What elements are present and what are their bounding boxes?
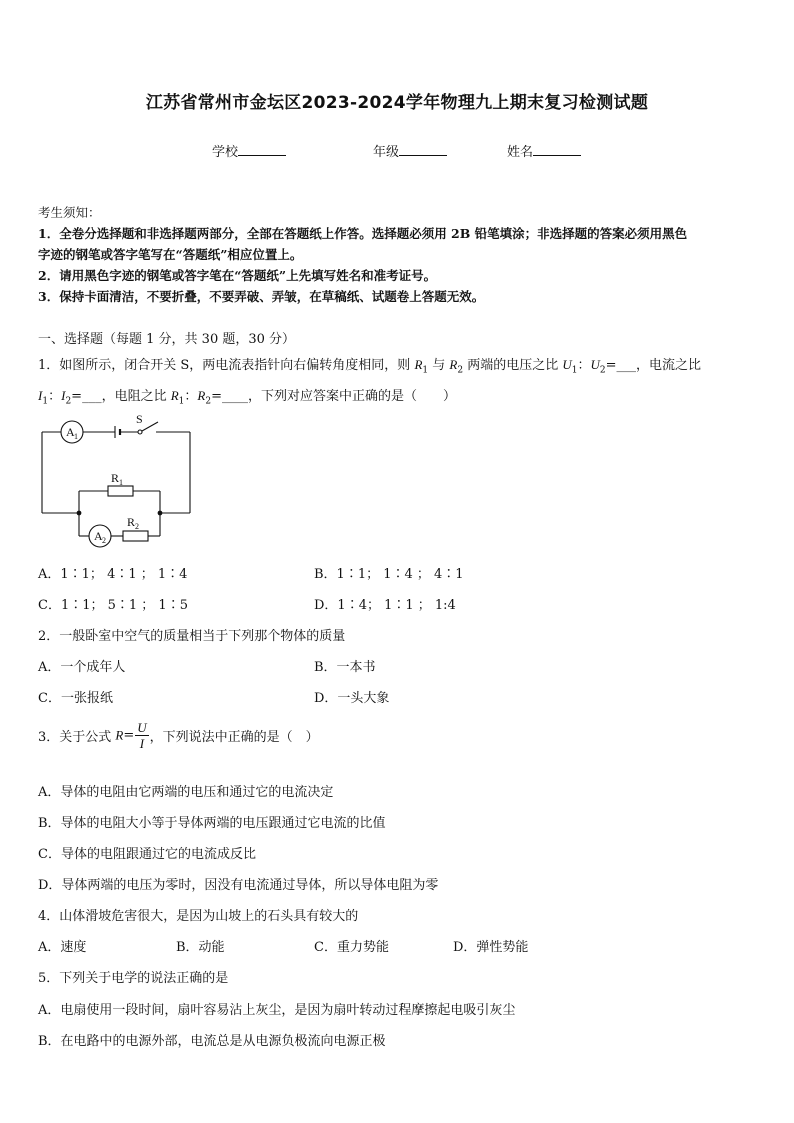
- q1-option-c[interactable]: C．1∶1； 5∶1 ； 1∶5: [38, 598, 188, 613]
- resistor-r2: [123, 531, 148, 541]
- school-blank: [238, 142, 286, 156]
- r2-label: R: [127, 515, 136, 529]
- sub: 2: [457, 365, 464, 376]
- var-i: I: [38, 388, 43, 403]
- circuit-diagram: [0, 405, 220, 555]
- section-heading: 一、选择题（每题 1 分，共 30 题，30 分）: [38, 332, 296, 347]
- resistor-r1: [108, 486, 133, 496]
- switch-contact: [138, 430, 142, 434]
- q1-line2: [38, 385, 456, 407]
- name-blank: [533, 142, 581, 156]
- q1-text: =___，电流之比: [605, 358, 702, 373]
- q1-option-d[interactable]: D．1∶4； 1∶1 ； 1:4: [314, 598, 456, 613]
- q3-text-a: 3．关于公式: [38, 730, 116, 745]
- switch-label: S: [136, 412, 143, 426]
- q3-text-b: ，下列说法中正确的是（ ）: [149, 730, 319, 745]
- q1-text: 两端的电压之比: [463, 358, 563, 373]
- q1-text: 与: [428, 358, 450, 373]
- var-i: I: [61, 388, 66, 403]
- ammeter-a2-label: A: [94, 529, 103, 543]
- q4-option-b[interactable]: B．动能: [176, 940, 225, 955]
- var-r: R: [170, 388, 179, 403]
- name-field: [507, 141, 581, 160]
- fraction-u-over-i: [135, 720, 148, 751]
- name-label: 姓名: [507, 145, 534, 160]
- var-u: U: [562, 357, 572, 372]
- colon: ：: [577, 358, 591, 373]
- notice-heading: 考生须知：: [38, 205, 101, 220]
- exam-title: 江苏省常州市金坛区2023-2024学年物理九上期末复习检测试题: [145, 93, 649, 113]
- q4-option-d[interactable]: D．弹性势能: [453, 940, 529, 955]
- r1-sub: 1: [119, 478, 123, 487]
- q5-option-a[interactable]: A．电扇使用一段时间，扇叶容易沾上灰尘，是因为扇叶转动过程摩擦起电吸引灰尘: [38, 1003, 516, 1018]
- q3-option-c[interactable]: C．导体的电阻跟通过它的电流成反比: [38, 847, 256, 862]
- grade-blank: [399, 142, 447, 156]
- q3-option-a[interactable]: A．导体的电阻由它两端的电压和通过它的电流决定: [38, 785, 334, 800]
- school-field: [212, 141, 286, 160]
- q4-option-c[interactable]: C．重力势能: [314, 940, 389, 955]
- q1-option-a[interactable]: A．1∶1； 4∶1 ； 1∶4: [38, 567, 188, 582]
- var-r: R: [449, 357, 458, 372]
- q4-option-a[interactable]: A．速度: [38, 940, 87, 955]
- sub: 2: [65, 396, 72, 407]
- sub: 1: [422, 365, 429, 376]
- denominator: I: [139, 736, 145, 751]
- grade-field: [373, 141, 447, 160]
- ammeter-a1-sub: 1: [74, 432, 78, 441]
- sub: 2: [599, 365, 606, 376]
- var-r: R: [197, 388, 206, 403]
- var-r: R: [414, 357, 423, 372]
- var-u: U: [590, 357, 600, 372]
- q2-option-a[interactable]: A．一个成年人: [38, 660, 126, 675]
- grade-label: 年级: [373, 145, 400, 160]
- q2-text: 2．一般卧室中空气的质量相当于下列那个物体的质量: [38, 629, 346, 644]
- numerator: U: [137, 720, 147, 735]
- sub: 1: [178, 396, 185, 407]
- q2-option-b[interactable]: B．一本书: [314, 660, 376, 675]
- q1-text: 1．如图所示，闭合开关 S，两电流表指针向右偏转角度相同，则: [38, 358, 415, 373]
- q4-text: 4．山体滑坡危害很大，是因为山坡上的石头具有较大的: [38, 909, 359, 924]
- q5-text: 5．下列关于电学的说法正确的是: [38, 971, 229, 986]
- q5-option-b[interactable]: B．在电路中的电源外部，电流总是从电源负极流向电源正极: [38, 1034, 386, 1049]
- r2-sub: 2: [135, 522, 139, 531]
- notice-item3: 3．保持卡面清洁，不要折叠，不要弄破、弄皱，在草稿纸、试题卷上答题无效。: [38, 289, 485, 304]
- sub: 2: [205, 396, 212, 407]
- notice-item1-line1: 1．全卷分选择题和非选择题两部分，全部在答题纸上作答。选择题必须用 2B 铅笔填涂；非选择题的答案必须用黑色: [38, 226, 688, 241]
- q3-option-d[interactable]: D．导体两端的电压为零时，因没有电流通过导体，所以导体电阻为零: [38, 878, 439, 893]
- sub: 1: [42, 396, 49, 407]
- sub: 1: [571, 365, 578, 376]
- colon: ：: [184, 389, 198, 404]
- ammeter-a2-sub: 2: [102, 536, 106, 545]
- notice-item1-line2: 字迹的钢笔或答字笔写在“答题纸”相应位置上。: [38, 247, 303, 262]
- q3-text: [38, 720, 319, 751]
- colon: ：: [48, 389, 62, 404]
- q1-text: =____，下列对应答案中正确的是（ ）: [211, 389, 456, 404]
- notice-item2: 2．请用黑色字迹的钢笔或答字笔在“答题纸”上先填写姓名和准考证号。: [38, 268, 437, 283]
- school-label: 学校: [212, 145, 239, 160]
- q1-option-b[interactable]: B．1∶1； 1∶4 ； 4∶1: [314, 567, 464, 582]
- var-r: R: [115, 727, 124, 743]
- q2-option-c[interactable]: C．一张报纸: [38, 691, 113, 706]
- switch-blade: [142, 422, 158, 431]
- q1-line1: [38, 354, 701, 376]
- junction-dot: [158, 511, 163, 516]
- q1-text: =___，电阻之比: [71, 389, 171, 404]
- r1-label: R: [111, 471, 120, 485]
- equals: =: [123, 728, 135, 743]
- q3-option-b[interactable]: B．导体的电阻大小等于导体两端的电压跟通过它电流的比值: [38, 816, 386, 831]
- q2-option-d[interactable]: D．一头大象: [314, 691, 390, 706]
- junction-dot: [77, 511, 82, 516]
- ammeter-a1-label: A: [66, 425, 75, 439]
